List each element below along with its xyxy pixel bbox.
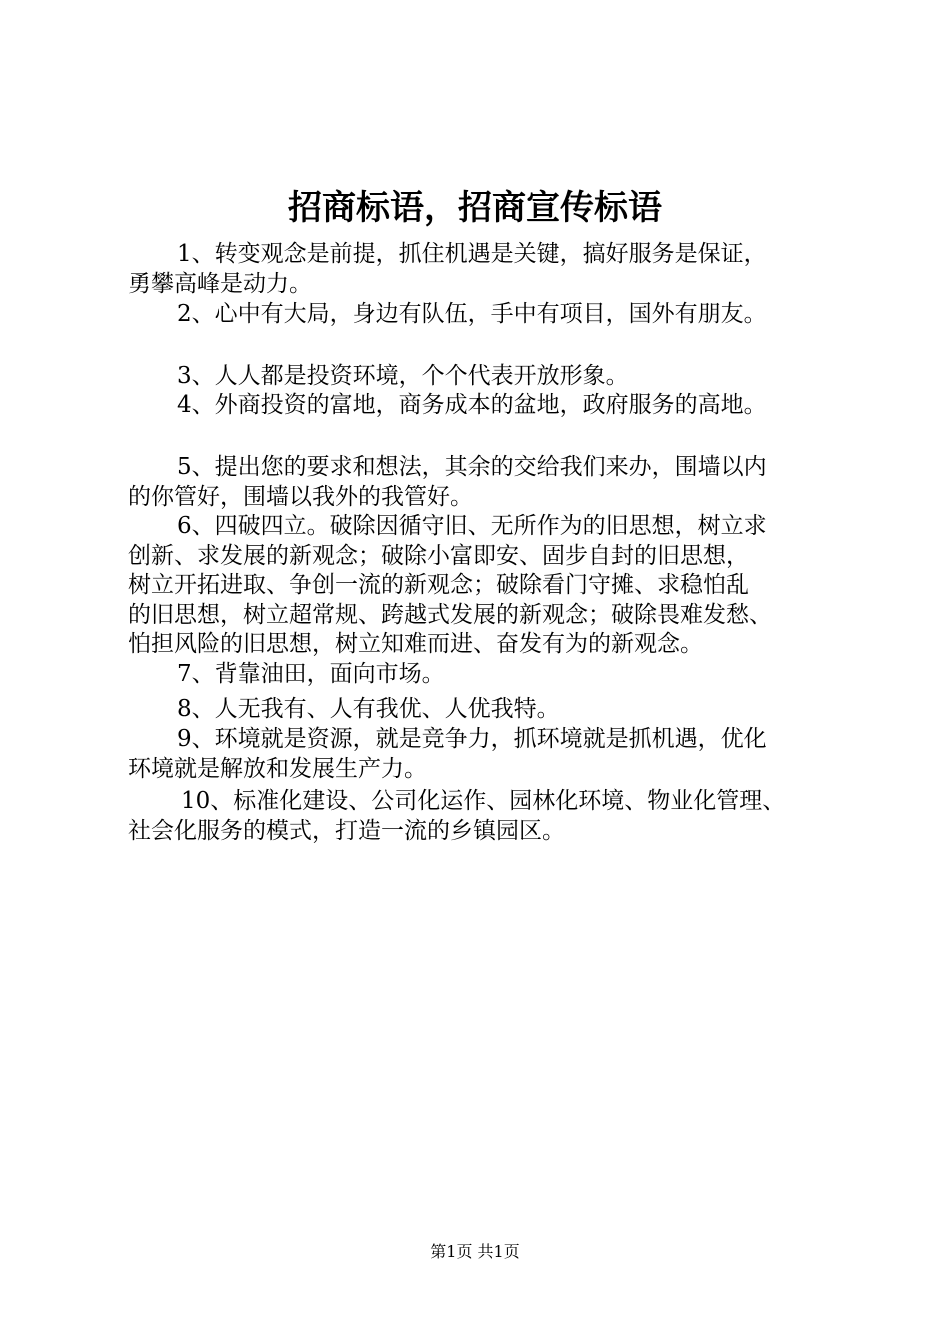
slogan-line: 2、心中有大局，身边有队伍，手中有项目，国外有朋友。 <box>177 301 767 327</box>
slogan-line: 树立开拓进取、争创一流的新观念；破除看门守摊、求稳怕乱 <box>128 572 749 598</box>
slogan-item-8 <box>128 695 853 725</box>
slogan-item-3 <box>128 362 853 392</box>
slogan-item-4 <box>128 391 853 421</box>
slogan-line: 4、外商投资的富地，商务成本的盆地，政府服务的高地。 <box>177 392 767 418</box>
slogan-line: 3、人人都是投资环境，个个代表开放形象。 <box>177 363 629 389</box>
slogan-item-9 <box>128 725 853 784</box>
slogan-line: 勇攀高峰是动力。 <box>128 270 312 297</box>
slogan-line: 8、人无我有、人有我优、人优我特。 <box>177 696 560 722</box>
slogan-line: 5、提出您的要求和想法，其余的交给我们来办，围墙以内 <box>177 454 767 480</box>
slogan-item-10 <box>128 787 853 846</box>
slogan-line: 6、四破四立。破除因循守旧、无所作为的旧思想，树立求 <box>177 513 767 539</box>
slogan-item-2 <box>128 300 853 330</box>
document-title: 招商标语，招商宣传标语 <box>288 188 662 228</box>
slogan-item-5 <box>128 453 853 512</box>
slogan-item-7 <box>128 660 853 690</box>
slogan-line: 7、背靠油田，面向市场。 <box>177 661 445 687</box>
slogan-item-6 <box>128 512 853 660</box>
slogan-line: 9、环境就是资源，就是竞争力，抓环境就是抓机遇，优化 <box>177 726 767 752</box>
slogan-item-1 <box>128 240 853 299</box>
slogan-line: 10、标准化建设、公司化运作、园林化环境、物业化管理、 <box>181 788 786 814</box>
slogan-line: 社会化服务的模式，打造一流的乡镇园区。 <box>128 817 565 844</box>
slogan-line: 的你管好，围墙以我外的我管好。 <box>128 483 473 510</box>
slogan-line: 环境就是解放和发展生产力。 <box>128 755 427 782</box>
slogan-line: 创新、求发展的新观念；破除小富即安、固步自封的旧思想， <box>128 542 749 569</box>
page-footer: 第1页 共1页 <box>430 1242 520 1261</box>
slogan-line: 的旧思想，树立超常规、跨越式发展的新观念；破除畏难发愁、 <box>128 601 772 628</box>
slogan-line: 怕担风险的旧思想，树立知难而进、奋发有为的新观念。 <box>128 631 703 657</box>
slogan-line: 1、转变观念是前提，抓住机遇是关键，搞好服务是保证， <box>177 241 767 267</box>
